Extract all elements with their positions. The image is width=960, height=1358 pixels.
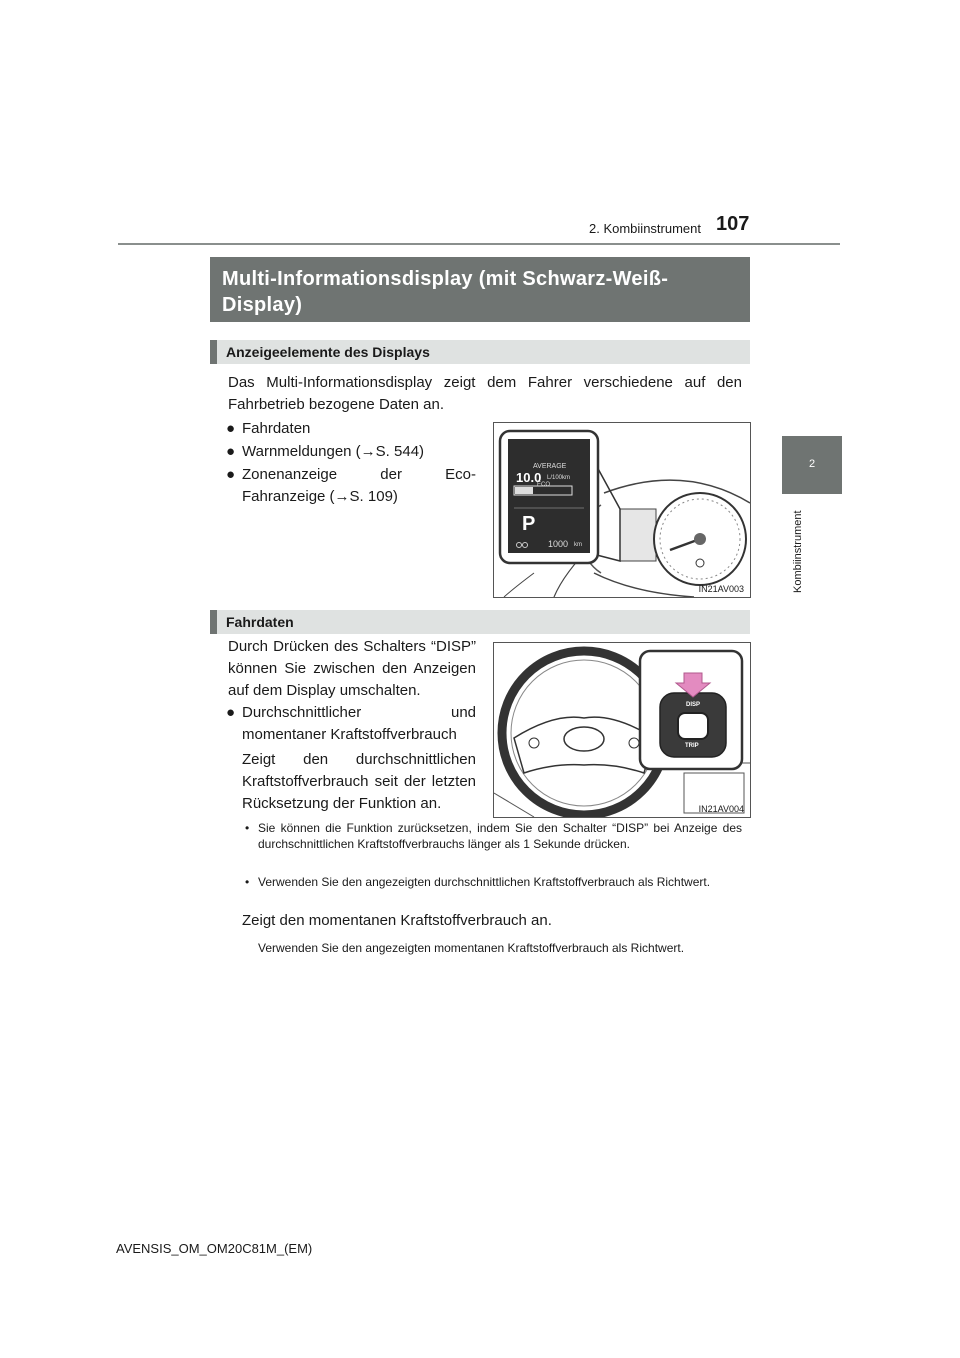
section-heading-display-elements: Anzeigeelemente des Displays	[210, 340, 750, 364]
trip-button-label: TRIP	[685, 743, 699, 749]
bullet-item	[226, 441, 476, 463]
bullet-text: Fahrdaten	[242, 420, 311, 437]
bullet-dot-icon: ●	[226, 420, 236, 437]
screen-odometer-unit: km	[574, 542, 582, 548]
section2-intro: Durch Drücken des Schalters “DISP” können Sie zwischen den Anzeigen auf dem Display umschalten.	[228, 638, 476, 699]
section2-description-average: Zeigt den durchschnittlichen Kraftstoffverbrauch seit der letzten Rücksetzung der Funktion an.	[242, 751, 476, 812]
screen-fuel-value: 10.0	[516, 470, 542, 485]
figure-cluster-display	[493, 422, 751, 598]
figure-code: IN21AV003	[698, 584, 744, 594]
cluster-illustration	[494, 423, 750, 597]
bullet-text: Durchschnittlicher und momentaner Kraftstoffverbrauch	[242, 704, 476, 743]
figure-code: IN21AV004	[698, 804, 744, 814]
bullet-dot-icon: ●	[226, 443, 236, 460]
screen-average-label: AVERAGE	[533, 463, 567, 470]
section2-description-current: Zeigt den momentanen Kraftstoffverbrauch an.	[242, 912, 552, 929]
side-tab-number: 2	[782, 436, 842, 494]
screen-eco-label: ECO	[537, 482, 551, 488]
bullet-item	[226, 464, 476, 508]
note-item	[245, 820, 742, 852]
bullet-text: Zonenanzeige der Eco-Fahranzeige (→S. 109)	[242, 466, 476, 505]
screen-odometer-value: 1000	[548, 539, 569, 549]
page-number: 107	[716, 213, 750, 235]
screen-gear-indicator: P	[522, 513, 536, 535]
disp-button-label: DISP	[686, 702, 701, 708]
note-bullet: •	[245, 821, 250, 835]
bullet-dot-icon: ●	[226, 466, 236, 483]
side-tab-label: Kombiinstrument	[792, 510, 804, 594]
page-title: Multi-Informationsdisplay (mit Schwarz-Weiß-Display)	[210, 257, 750, 322]
steering-wheel-illustration	[494, 643, 750, 817]
note-text: Verwenden Sie den angezeigten durchschnittlichen Kraftstoffverbrauch als Richtwert.	[258, 875, 711, 889]
chapter-title: 2. Kombiinstrument	[589, 221, 701, 236]
bullet-item	[226, 702, 476, 746]
header-rule	[118, 243, 840, 245]
bullet-dot-icon: ●	[226, 704, 236, 721]
section2-note-current: Verwenden Sie den angezeigten momentanen Kraftstoffverbrauch als Richtwert.	[258, 941, 685, 955]
figure-steering-wheel-disp	[493, 642, 751, 818]
note-text: Sie können die Funktion zurücksetzen, indem Sie den Schalter “DISP” bei Anzeige des durchschnittlichen Kraftstoffverbrauchs länger als 1 Sekunde drücken.	[258, 821, 742, 851]
note-item	[245, 874, 742, 890]
section-heading-trip-data: Fahrdaten	[210, 610, 750, 634]
note-bullet: •	[245, 875, 250, 889]
bullet-text: Warnmeldungen (→S. 544)	[242, 443, 425, 460]
bullet-item	[226, 418, 476, 440]
screen-fuel-unit: L/100km	[547, 475, 571, 481]
document-code-footer: AVENSIS_OM_OM20C81M_(EM)	[116, 1241, 313, 1256]
section1-intro: Das Multi-Informationsdisplay zeigt dem Fahrer verschiedene auf den Fahrbetrieb bezogene Daten an.	[228, 374, 742, 413]
